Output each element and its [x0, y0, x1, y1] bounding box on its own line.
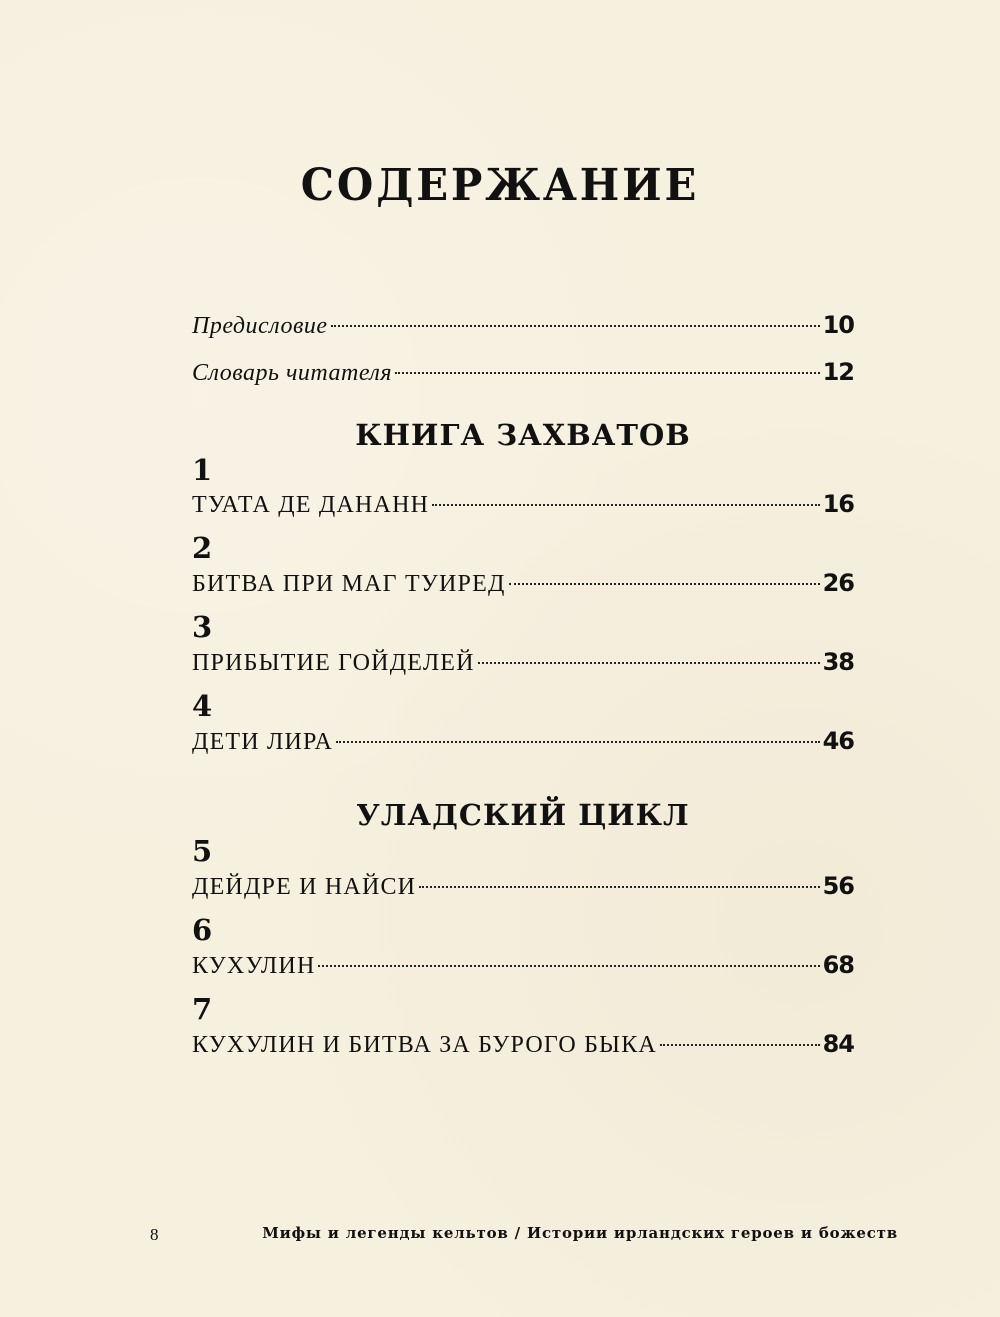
- leader-dots: [509, 583, 820, 585]
- toc-page-number: 56: [822, 872, 854, 900]
- toc-entry[interactable]: [192, 647, 854, 678]
- toc-entry[interactable]: [192, 489, 854, 520]
- toc-entry-label: КУХУЛИН И БИТВА ЗА БУРОГО БЫКА: [192, 1032, 657, 1058]
- leader-dots: [336, 741, 820, 743]
- toc-entry-label: КУХУЛИН: [192, 953, 316, 979]
- leader-dots: [432, 504, 819, 506]
- toc-page-number: 16: [822, 490, 854, 518]
- chapter-number: 3: [192, 610, 213, 644]
- toc-page-number: 26: [822, 569, 854, 597]
- toc-page-number: 46: [822, 727, 854, 755]
- toc-entry-label: ДЕЙДРЕ И НАЙСИ: [192, 874, 417, 900]
- toc-entry[interactable]: [192, 950, 854, 981]
- leader-dots: [419, 886, 819, 888]
- leader-dots: [660, 1044, 820, 1046]
- toc-entry-label: ПРИБЫТИЕ ГОЙДЕЛЕЙ: [192, 650, 475, 676]
- toc-entry[interactable]: [192, 568, 854, 599]
- toc-page-number: 68: [822, 951, 854, 979]
- chapter-number: 5: [192, 834, 213, 868]
- chapter-number: 4: [192, 689, 213, 723]
- leader-dots: [478, 662, 820, 664]
- toc-entry-label: Предисловие: [192, 313, 328, 339]
- toc-entry[interactable]: [192, 1029, 854, 1060]
- toc-entry[interactable]: [192, 871, 854, 902]
- chapter-number: 1: [192, 453, 213, 487]
- leader-dots: [318, 965, 819, 967]
- footer-running-title: Мифы и легенды кельтов / Истории ирландских героев и божеств: [262, 1224, 898, 1242]
- chapter-number: 7: [192, 992, 213, 1026]
- toc-entry-label: ТУАТА ДЕ ДАНАНН: [192, 492, 430, 518]
- toc-entry-label: ДЕТИ ЛИРА: [192, 729, 334, 755]
- page-title: СОДЕРЖАНИЕ: [300, 160, 700, 211]
- footer-page-number: 8: [150, 1225, 159, 1244]
- section-title: УЛАДСКИЙ ЦИКЛ: [356, 798, 690, 832]
- toc-entry-label: Словарь читателя: [192, 360, 393, 386]
- chapter-number: 2: [192, 531, 213, 565]
- toc-page-number: 10: [822, 311, 854, 339]
- toc-page-number: 38: [822, 648, 854, 676]
- leader-dots: [331, 325, 820, 327]
- toc-page-number: 84: [822, 1030, 854, 1058]
- leader-dots: [395, 372, 820, 374]
- toc-page-number: 12: [822, 358, 854, 386]
- section-title: КНИГА ЗАХВАТОВ: [355, 418, 691, 452]
- toc-entry-preface[interactable]: [192, 310, 854, 341]
- chapter-number: 6: [192, 913, 213, 947]
- toc-entry-label: БИТВА ПРИ МАГ ТУИРЕД: [192, 571, 506, 597]
- toc-entry-glossary[interactable]: [192, 357, 854, 388]
- toc-entry[interactable]: [192, 726, 854, 757]
